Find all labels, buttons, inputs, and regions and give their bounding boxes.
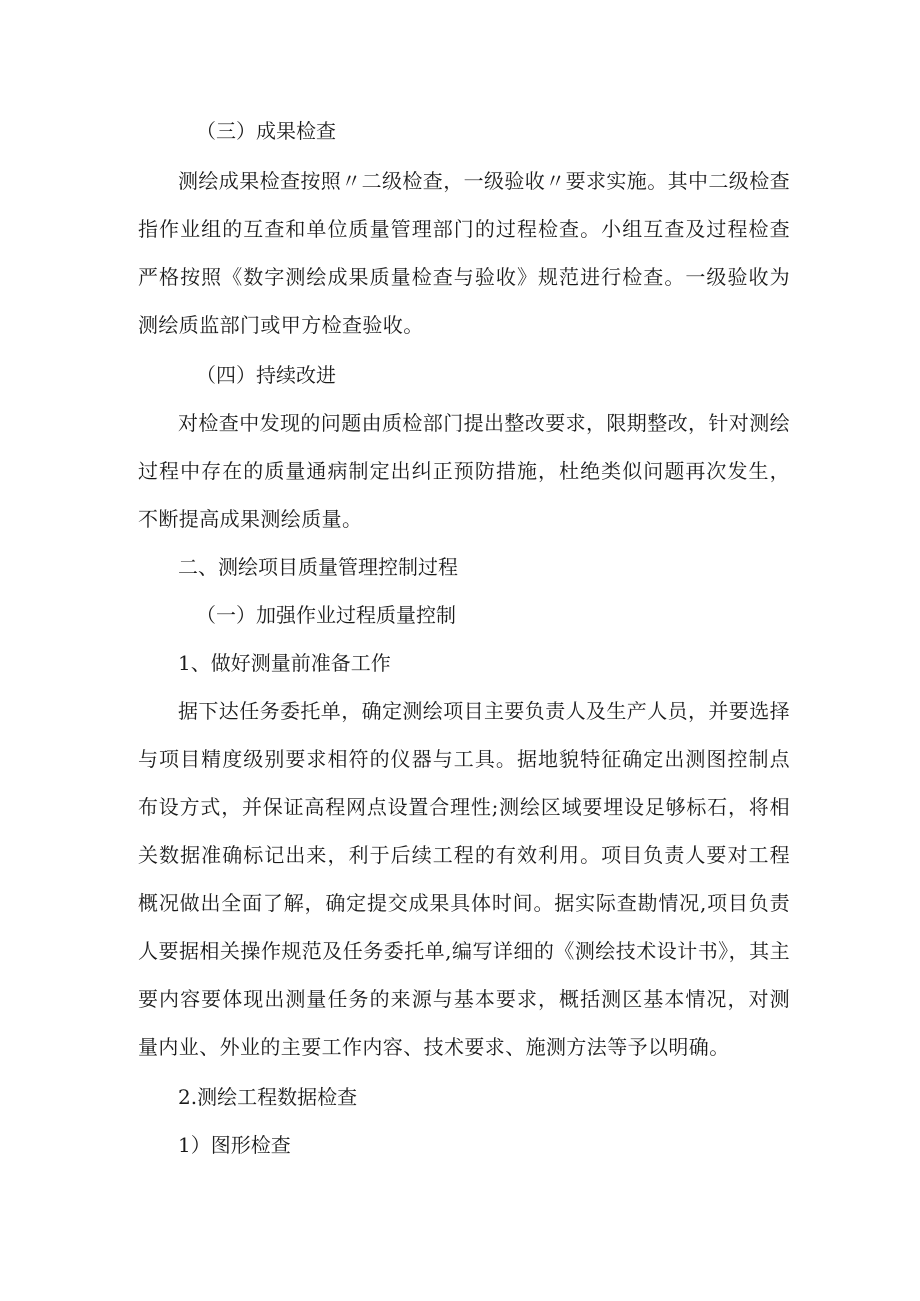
paragraph-continuous-improvement: 对检查中发现的问题由质检部门提出整改要求，限期整改，针对测绘过程中存在的质量通病制定出纠正预防措施，杜绝类似问题再次发生，不断提高成果测绘质量。: [138, 411, 790, 531]
section-heading-quality-control-process: 二、测绘项目质量管理控制过程: [178, 555, 458, 579]
item-heading-preparation: 1、做好测量前准备工作: [178, 651, 391, 675]
subsection-heading-process-quality-control: （一）加强作业过程质量控制: [196, 603, 456, 627]
paragraph-results-check: 测绘成果检查按照〃二级检查，一级验收〃要求实施。其中二级检查指作业组的互查和单位质量管理部门的过程检查。小组互查及过程检查严格按照《数字测绘成果质量检查与验收》规范进行检查。一级验收为测绘质监部门或甲方检查验收。: [138, 169, 790, 337]
section-heading-continuous-improvement: （四）持续改进: [196, 363, 336, 387]
section-heading-results-check: （三）成果检查: [196, 119, 336, 143]
item-heading-graphic-check: 1）图形检查: [178, 1133, 291, 1157]
paragraph-preparation: 据下达任务委托单，确定测绘项目主要负责人及生产人员，并要选择与项目精度级别要求相符的仪器与工具。据地貌特征确定出测图控制点布设方式，并保证高程网点设置合理性;测绘区域要埋设足够标石，将相关数据准确标记出来，利于后续工程的有效利用。项目负责人要对工程概况做出全面了解，确定提交成果具体时间。据实际查勘情况,项目负责人要据相关操作规范及任务委托单,编写详细的《测绘技术设计书》，其主要内容要体现出测量任务的来源与基本要求，概括测区基本情况，对测量内业、外业的主要工作内容、技术要求、施测方法等予以明确。: [138, 699, 790, 1059]
item-heading-data-check: 2.测绘工程数据检查: [178, 1085, 358, 1109]
